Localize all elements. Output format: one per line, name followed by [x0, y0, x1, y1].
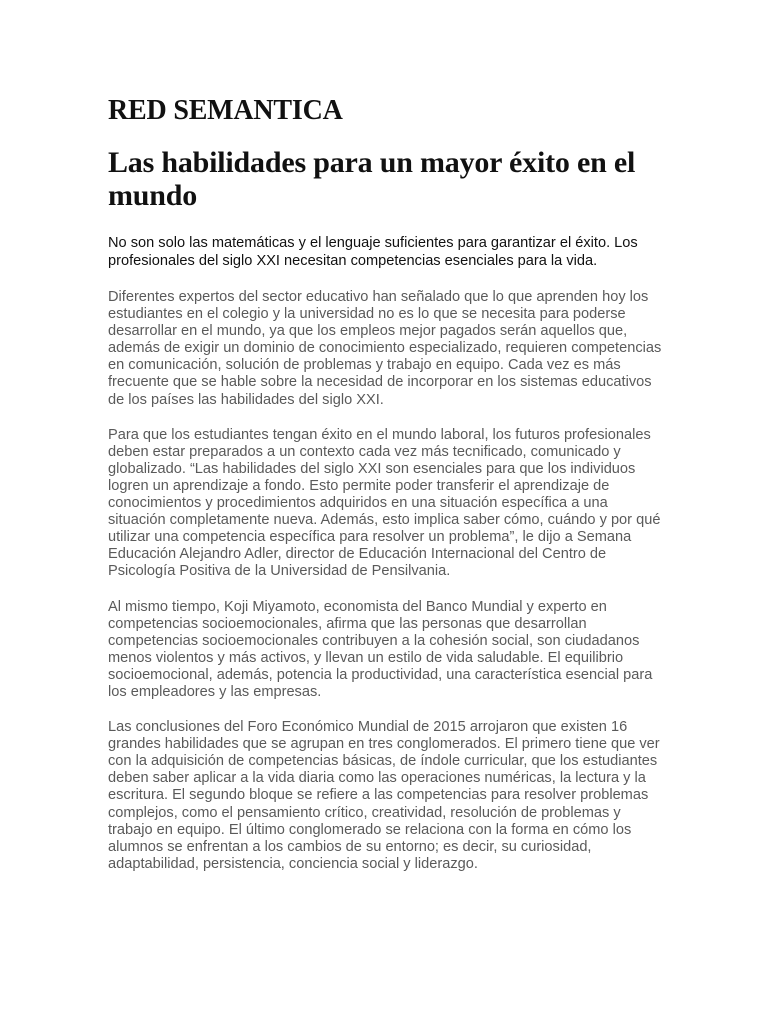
- body-paragraph: Para que los estudiantes tengan éxito en el mundo laboral, los futuros profesionales deben estar preparados a un contexto cada vez más tecnificado, comunicado y globalizado. “Las habilidades del siglo XXI son esenciales para que los individuos logren un aprendizaje a fondo. Esto permite poder transferir el aprendizaje de conocimientos y procedimientos adquiridos en una situación específica a una situación completamente nueva. Además, esto implica saber cómo, cuándo y por qué utilizar una competencia específica para resolver un problema”, le dijo a Semana Educación Alejandro Adler, director de Educación Internacional del Centro de Psicología Positiva de la Universidad de Pensilvania.: [108, 426, 661, 580]
- document-title: RED SEMANTICA: [108, 95, 343, 126]
- body-paragraph: Al mismo tiempo, Koji Miyamoto, economista del Banco Mundial y experto en competencias socioemocionales, afirma que las personas que desarrollan competencias socioemocionales contribuyen a la cohesión social, son ciudadanos menos violentos y más activos, y llevan un estilo de vida saludable. El equilibrio socioemocional, además, potencia la productividad, una característica esencial para los empleadores y las empresas.: [108, 598, 653, 700]
- body-paragraph: Las conclusiones del Foro Económico Mundial de 2015 arrojaron que existen 16 grandes habilidades que se agrupan en tres conglomerados. El primero tiene que ver con la adquisición de competencias básicas, de índole curricular, que los estudiantes deben saber aplicar a la vida diaria como las operaciones numéricas, la lectura y la escritura. El segundo bloque se refiere a las competencias para resolver problemas complejos, como el pensamiento crítico, creatividad, resolución de problemas y trabajo en equipo. El último conglomerado se relaciona con la forma en cómo los alumnos se enfrentan a los cambios de su entorno; es decir, su curiosidad, adaptabilidad, persistencia, conciencia social y liderazgo.: [108, 719, 660, 872]
- document-page: [108, 96, 668, 873]
- body-paragraph: Diferentes expertos del sector educativo han señalado que lo que aprenden hoy los estudiantes en el colegio y la universidad no es lo que se necesita para poderse desarrollar en el mundo, ya que los empleos mejor pagados serán aquellos que, además de exigir un dominio de conocimiento especializado, requieren competencias en comunicación, solución de problemas y trabajo en equipo. Cada vez es más frecuente que se hable sobre la necesidad de incorporar en los sistemas educativos de los países las habilidades del siglo XXI.: [108, 289, 662, 408]
- article-headline: Las habilidades para un mayor éxito en el mundo: [108, 146, 636, 212]
- lead-paragraph: No son solo las matemáticas y el lenguaje suficientes para garantizar el éxito. Los profesionales del siglo XXI necesitan competencias esenciales para la vida.: [108, 235, 638, 269]
